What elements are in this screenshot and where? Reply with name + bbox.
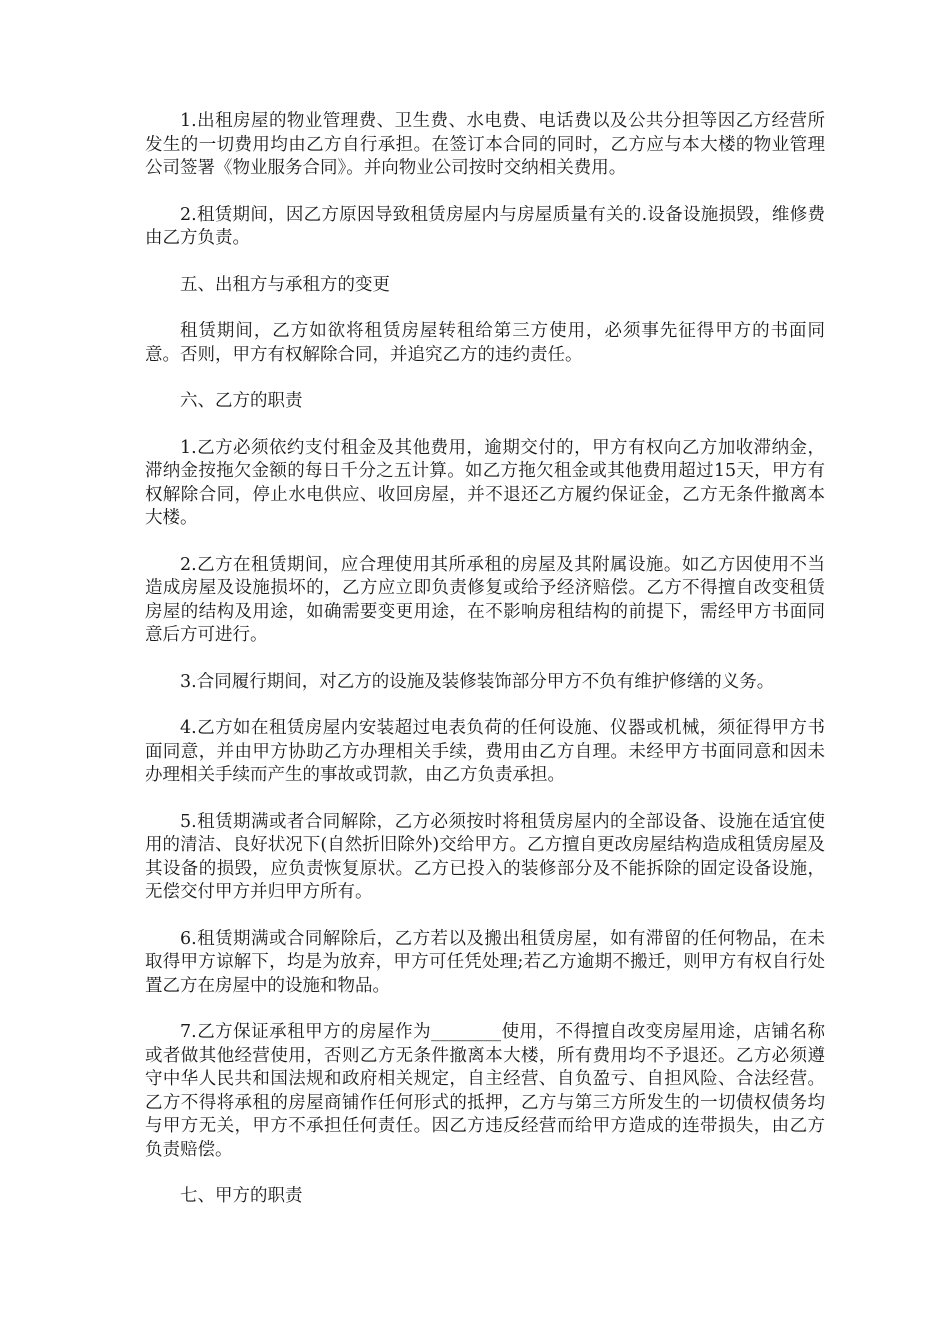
clause-tenant-2: 2.乙方在租赁期间，应合理使用其所承租的房屋及其附属设施。如乙方因使用不当造成房屋及设施损坏的，乙方应立即负责修复或给予经济赔偿。乙方不得擅自改变租赁房屋的结构及用途，如确需要变更用途，在不影响房租结构的前提下，需经甲方书面同意后方可进行。 [145, 554, 825, 645]
section-heading-6: 六、乙方的职责 [180, 391, 303, 411]
clause-tenant-3: 3.合同履行期间，对乙方的设施及装修装饰部分甲方不负有维护修缮的义务。 [180, 671, 775, 692]
section-heading-5: 五、出租方与承租方的变更 [180, 274, 390, 295]
clause-sublease: 租赁期间，乙方如欲将租赁房屋转租给第三方使用，必须事先征得甲方的书面同意。否则，甲方有权解除合同，并追究乙方的违约责任。 [145, 321, 825, 365]
clause-tenant-4: 4.乙方如在租赁房屋内安装超过电表负荷的任何设施、仪器或机械，须征得甲方书面同意，并由甲方协助乙方办理相关手续，费用由乙方自理。未经甲方书面同意和因未办理相关手续而产生的事故或罚款，由乙方负责承担。 [145, 718, 825, 785]
section-heading-7: 七、甲方的职责 [180, 1186, 303, 1206]
clause-tenant-6: 6.租赁期满或合同解除后，乙方若以及搬出租赁房屋，如有滞留的任何物品，在未取得甲方谅解下，均是为放弃，甲方可任凭处理;若乙方逾期不搬迁，则甲方有权自行处置乙方在房屋中的设施和物品。 [145, 928, 825, 996]
clause-tenant-1: 1.乙方必须依约支付租金及其他费用，逾期交付的，甲方有权向乙方加收滞纳金，滞纳金按拖欠金额的每日千分之五计算。如乙方拖欠租金或其他费用超过15天，甲方有权解除合同，停止水电供应、收回房屋，并不退还乙方履约保证金，乙方无条件撤离本大楼。 [145, 437, 825, 528]
clause-tenant-5: 5.租赁期满或者合同解除，乙方必须按时将租赁房屋内的全部设备、设施在适宜使用的清洁、良好状况下(自然折旧除外)交给甲方。乙方擅自更改房屋结构造成租赁房屋及其设备的损毁，应负责恢复原状。乙方已投入的装修部分及不能拆除的固定设备设施，无偿交付甲方并归甲方所有。 [145, 811, 825, 902]
document-page [145, 110, 825, 1232]
clause-fees: 1.出租房屋的物业管理费、卫生费、水电费、电话费以及公共分担等因乙方经营所发生的一切费用均由乙方自行承担。在签订本合同的同时，乙方应与本大楼的物业管理公司签署《物业服务合同》。并向物业公司按时交纳相关费用。 [145, 111, 825, 178]
clause-repair: 2.租赁期间，因乙方原因导致租赁房屋内与房屋质量有关的.设备设施损毁，维修费由乙方负责。 [145, 204, 825, 248]
clause-tenant-7: 7.乙方保证承租甲方的房屋作为________使用，不得擅自改变房屋用途，店铺名称或者做其他经营使用，否则乙方无条件撤离本大楼，所有费用均不予退还。乙方必须遵守中华人民共和国法规和政府相关规定，自主经营、自负盈亏、自担风险、合法经营。乙方不得将承租的房屋商铺作任何形式的抵押，乙方与第三方所发生的一切债权债务均与甲方无关，甲方不承担任何责任。因乙方违反经营而给甲方造成的连带损失，由乙方负责赔偿。 [145, 1022, 825, 1160]
